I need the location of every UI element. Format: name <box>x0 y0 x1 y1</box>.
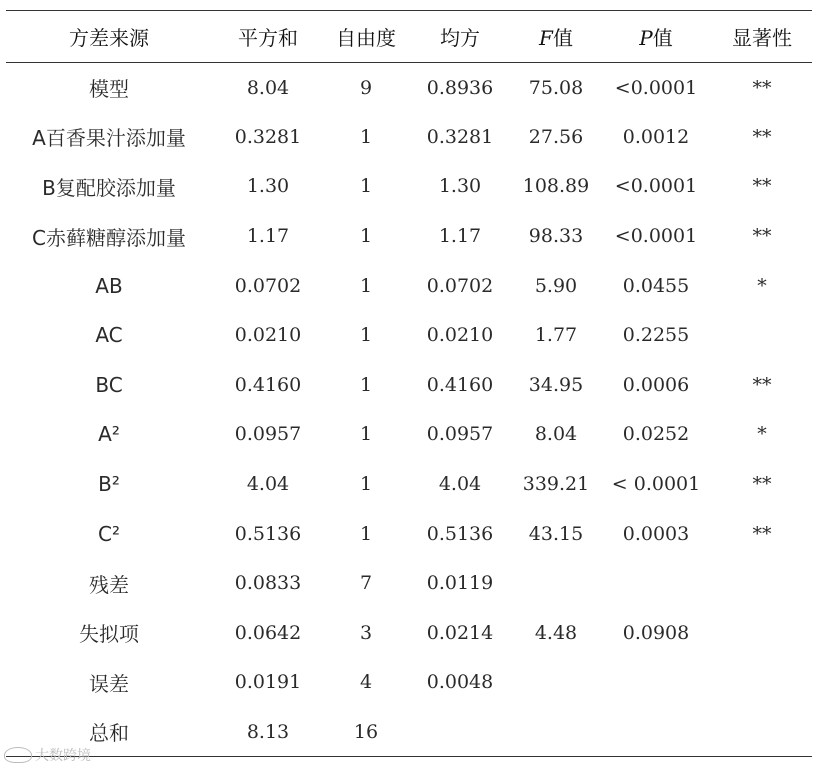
cell-df: 4 <box>359 671 373 694</box>
cell-p-value <box>600 707 712 757</box>
cell-f-value <box>512 658 600 708</box>
cell-mean-square: 0.0119 <box>426 572 494 595</box>
table-row <box>6 63 812 113</box>
table-row <box>6 112 812 162</box>
cell-f-value: 27.56 <box>528 125 584 148</box>
table-row <box>6 211 812 261</box>
cell-f-value <box>512 558 600 608</box>
cell-df: 1 <box>359 473 373 496</box>
cell-p-value: < 0.0001 <box>611 473 701 496</box>
cell-source: 失拟项 <box>79 622 139 647</box>
logo-icon <box>4 747 32 763</box>
cell-p-value: <0.0001 <box>614 175 698 198</box>
cell-mean-square: 0.0957 <box>426 423 494 446</box>
header-df: 自由度 <box>324 11 408 63</box>
cell-df: 1 <box>359 175 373 198</box>
table-row <box>6 310 812 360</box>
cell-sum-of-squares: 0.3281 <box>234 125 302 148</box>
cell-significance: ** <box>752 225 772 248</box>
table-row <box>6 608 812 658</box>
cell-mean-square: 0.0210 <box>426 324 494 347</box>
cell-df: 1 <box>359 373 373 396</box>
cell-p-value: 0.0012 <box>622 125 690 148</box>
cell-source: B² <box>98 472 120 497</box>
table-row <box>6 261 812 311</box>
table-row <box>6 459 812 509</box>
table-row <box>6 410 812 460</box>
cell-df: 9 <box>359 76 373 99</box>
cell-p-value: 0.0908 <box>622 621 690 644</box>
cell-mean-square: 0.0702 <box>426 274 494 297</box>
cell-f-value: 339.21 <box>522 473 590 496</box>
cell-df: 1 <box>359 274 373 297</box>
cell-sum-of-squares: 0.4160 <box>234 373 302 396</box>
cell-sum-of-squares: 8.13 <box>212 707 324 757</box>
cell-df: 16 <box>324 707 408 757</box>
cell-p-value: 0.0006 <box>622 373 690 396</box>
cell-source: AC <box>95 323 123 348</box>
cell-p-value: 0.2255 <box>622 324 690 347</box>
cell-f-value: 108.89 <box>522 175 590 198</box>
cell-f-value: 4.48 <box>534 621 578 644</box>
cell-significance <box>712 658 812 708</box>
table-row <box>6 707 812 757</box>
cell-significance <box>712 558 812 608</box>
cell-mean-square: 1.17 <box>438 225 482 248</box>
header-sum-of-squares: 平方和 <box>212 11 324 63</box>
cell-significance: ** <box>752 522 772 545</box>
table-row <box>6 658 812 708</box>
table-row <box>6 360 812 410</box>
cell-significance: ** <box>752 76 772 99</box>
cell-significance <box>712 707 812 757</box>
cell-sum-of-squares: 0.0702 <box>234 274 302 297</box>
cell-source: C赤藓糖醇添加量 <box>32 225 186 250</box>
cell-mean-square: 4.04 <box>438 473 482 496</box>
cell-sum-of-squares: 1.30 <box>246 175 290 198</box>
cell-mean-square: 0.3281 <box>426 125 494 148</box>
cell-sum-of-squares: 4.04 <box>246 473 290 496</box>
cell-sum-of-squares: 0.0210 <box>234 324 302 347</box>
cell-sum-of-squares: 0.0833 <box>234 572 302 595</box>
cell-f-value: 43.15 <box>528 522 584 545</box>
cell-p-value <box>600 558 712 608</box>
cell-source: 总和 <box>6 707 212 757</box>
cell-f-value: 98.33 <box>528 225 584 248</box>
cell-f-value: 1.77 <box>534 324 578 347</box>
header-source: 方差来源 <box>6 11 212 63</box>
anova-table <box>6 10 812 757</box>
cell-df: 1 <box>359 125 373 148</box>
watermark-text: 大数跨境 <box>35 748 91 764</box>
header-p-value: P值 <box>600 11 712 63</box>
cell-p-value: 0.0252 <box>622 423 690 446</box>
header-row <box>6 11 812 63</box>
cell-mean-square: 0.4160 <box>426 373 494 396</box>
cell-p-value: 0.0455 <box>622 274 690 297</box>
cell-df: 1 <box>359 522 373 545</box>
cell-df: 1 <box>359 324 373 347</box>
cell-sum-of-squares: 0.5136 <box>234 522 302 545</box>
cell-source: A² <box>98 422 120 447</box>
cell-f-value: 34.95 <box>528 373 584 396</box>
cell-significance: * <box>757 274 767 297</box>
cell-sum-of-squares: 0.0957 <box>234 423 302 446</box>
cell-f-value: 5.90 <box>534 274 578 297</box>
cell-significance: * <box>757 423 767 446</box>
cell-p-value: 0.0003 <box>622 522 690 545</box>
cell-source: 误差 <box>89 671 129 696</box>
cell-mean-square: 0.0214 <box>426 621 494 644</box>
cell-mean-square: 1.30 <box>438 175 482 198</box>
cell-significance: ** <box>752 125 772 148</box>
cell-f-value: 8.04 <box>534 423 578 446</box>
cell-df: 7 <box>359 572 373 595</box>
cell-significance <box>712 310 812 360</box>
header-mean-square: 均方 <box>408 11 512 63</box>
cell-sum-of-squares: 1.17 <box>246 225 290 248</box>
header-significance: 显著性 <box>712 11 812 63</box>
cell-source: 残差 <box>89 572 129 597</box>
cell-p-value: <0.0001 <box>614 76 698 99</box>
cell-significance: ** <box>752 473 772 496</box>
cell-p-value <box>600 658 712 708</box>
cell-mean-square <box>408 707 512 757</box>
cell-source: AB <box>95 273 123 298</box>
cell-sum-of-squares: 8.04 <box>246 76 290 99</box>
cell-mean-square: 0.8936 <box>426 76 494 99</box>
anova-table-container <box>6 10 812 757</box>
cell-source: B复配胶添加量 <box>42 175 176 200</box>
table-row <box>6 558 812 608</box>
cell-sum-of-squares: 0.0642 <box>234 621 302 644</box>
cell-mean-square: 0.0048 <box>426 671 494 694</box>
watermark <box>4 745 91 765</box>
cell-source: A百香果汁添加量 <box>32 126 186 151</box>
cell-significance <box>712 608 812 658</box>
cell-df: 3 <box>359 621 373 644</box>
cell-df: 1 <box>359 225 373 248</box>
cell-source: BC <box>95 372 123 397</box>
cell-mean-square: 0.5136 <box>426 522 494 545</box>
cell-source: 模型 <box>89 77 129 102</box>
table-row <box>6 162 812 212</box>
cell-df: 1 <box>359 423 373 446</box>
cell-significance: ** <box>752 373 772 396</box>
cell-source: C² <box>98 521 120 546</box>
table-row <box>6 509 812 559</box>
cell-p-value: <0.0001 <box>614 225 698 248</box>
cell-f-value: 75.08 <box>528 76 584 99</box>
header-f-value: F值 <box>512 11 600 63</box>
cell-f-value <box>512 707 600 757</box>
cell-significance: ** <box>752 175 772 198</box>
cell-sum-of-squares: 0.0191 <box>234 671 302 694</box>
